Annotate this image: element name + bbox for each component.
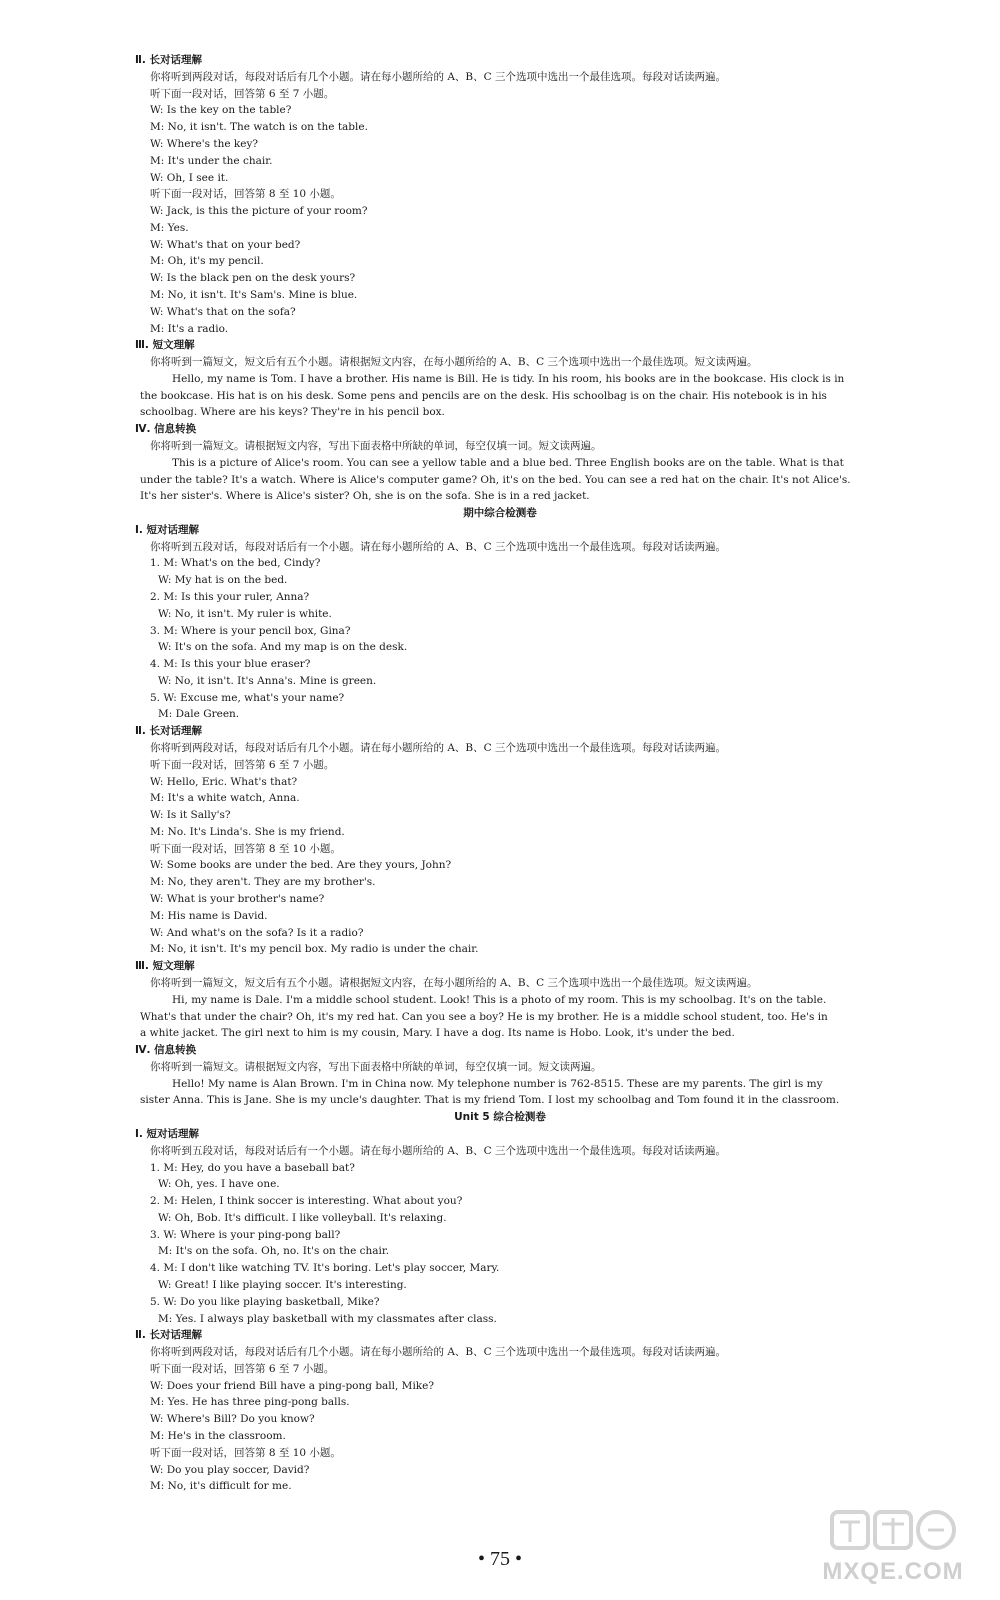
text-line: W: Great! I like playing soccer. It's interesting. <box>158 1278 407 1291</box>
text-line: 5. W: Do you like playing basketball, Mike? <box>150 1295 380 1308</box>
text-line: W: Oh, I see it. <box>150 171 229 184</box>
text-line: 听下面一段对话，回答第 6 至 7 小题。 <box>150 87 335 100</box>
text-line: M: It's a white watch, Anna. <box>150 792 300 805</box>
text-line: 听下面一段对话，回答第 8 至 10 小题。 <box>150 842 341 855</box>
watermark <box>808 1508 978 1586</box>
text-line: W: Oh, yes. I have one. <box>158 1178 280 1191</box>
text-line: M: It's on the sofa. Oh, no. It's on the chair. <box>158 1245 390 1258</box>
text-line: 你将听到五段对话，每段对话后有一个小题。请在每小题所给的 A、B、C 三个选项中选出一个最佳选项。每段对话读两遍。 <box>150 1144 727 1157</box>
text-line: 你将听到一篇短文。请根据短文内容，写出下面表格中所缺的单词，每空仅填一词。短文读两遍。 <box>150 439 602 452</box>
text-line: M: It's under the chair. <box>150 154 273 167</box>
text-line: W: Oh, Bob. It's difficult. I like volleyball. It's relaxing. <box>158 1211 447 1224</box>
text-line: M: Yes. I always play basketball with my classmates after class. <box>158 1312 497 1325</box>
text-line: What's that under the chair? Oh, it's my red hat. Can you see a boy? He is my brother. He is a middle school student, too. He's in <box>140 1010 828 1023</box>
text-line: W: Jack, is this the picture of your room? <box>150 205 368 217</box>
text-line: This is a picture of Alice's room. You can see a yellow table and a blue bed. Three English books are on the table. What is that <box>172 456 844 469</box>
text-line: 1. M: Hey, do you have a baseball bat? <box>150 1161 355 1174</box>
text-line: 你将听到两段对话，每段对话后有几个小题。请在每小题所给的 A、B、C 三个选项中选出一个最佳选项。每段对话读两遍。 <box>150 742 727 754</box>
text-line: W: No, it isn't. It's Anna's. Mine is green. <box>158 674 377 687</box>
section-heading: Ⅰ. 短对话理解 <box>135 523 200 536</box>
text-line: W: Is it Sally's? <box>150 809 231 822</box>
text-line: 2. M: Helen, I think soccer is interesting. What about you? <box>150 1195 463 1207</box>
text-line: M: Yes. <box>150 221 189 234</box>
watermark-logo-icon <box>830 1508 956 1554</box>
text-line: M: Yes. He has three ping-pong balls. <box>150 1396 350 1409</box>
text-line: a white jacket. The girl next to him is my cousin, Mary. I have a dog. Its name is Hobo. Look, it's under the bed. <box>140 1027 735 1040</box>
text-line: schoolbag. Where are his keys? They're in his pencil box. <box>140 406 445 419</box>
text-line: W: Hello, Eric. What's that? <box>150 775 298 788</box>
text-line: 你将听到两段对话，每段对话后有几个小题。请在每小题所给的 A、B、C 三个选项中选出一个最佳选项。每段对话读两遍。 <box>150 1346 727 1359</box>
text-line: the bookcase. His hat is on his desk. Some pens and pencils are on the desk. His schoolbag is on the chair. His notebook is in his <box>140 389 827 402</box>
text-line: M: No. It's Linda's. She is my friend. <box>150 825 345 838</box>
text-line: 你将听到一篇短文。请根据短文内容，写出下面表格中所缺的单词，每空仅填一词。短文读两遍。 <box>150 1060 602 1073</box>
text-line: W: Is the key on the table? <box>150 104 292 117</box>
text-line: 4. M: I don't like watching TV. It's boring. Let's play soccer, Mary. <box>150 1262 500 1275</box>
text-line: W: What's that on the sofa? <box>150 305 296 318</box>
section-heading: Ⅳ. 信息转换 <box>135 423 197 436</box>
text-line: M: No, it isn't. It's Sam's. Mine is blue. <box>150 288 358 301</box>
text-line: M: No, it's difficult for me. <box>150 1480 292 1493</box>
text-line: W: What's that on your bed? <box>150 238 301 251</box>
text-line: M: Oh, it's my pencil. <box>150 255 264 268</box>
text-line: W: Some books are under the bed. Are they yours, John? <box>150 859 452 872</box>
text-line: Hi, my name is Dale. I'm a middle school student. Look! This is a photo of my room. This is my schoolbag. It's on the table. <box>172 993 827 1006</box>
text-line: 你将听到一篇短文，短文后有五个小题。请根据短文内容，在每小题所给的 A、B、C 三个选项中选出一个最佳选项。短文读两遍。 <box>150 356 758 368</box>
text-line: sister Anna. This is Jane. She is my uncle's daughter. That is my friend Tom. I lost my schoolbag and Tom found it in the classroom. <box>140 1094 840 1107</box>
text-line: Hello, my name is Tom. I have a brother. His name is Bill. He is tidy. In his room, his books are in the bookcase. His clock is in <box>172 372 845 385</box>
text-line: M: His name is David. <box>150 909 268 922</box>
text-line: W: And what's on the sofa? Is it a radio? <box>150 926 364 939</box>
text-line: It's her sister's. Where is Alice's sister? Oh, she is on the sofa. She is in a red jacket. <box>140 490 590 503</box>
text-line: 听下面一段对话，回答第 6 至 7 小题。 <box>150 1362 335 1375</box>
text-line: M: He's in the classroom. <box>150 1430 286 1442</box>
text-line: W: Does your friend Bill have a ping-pong ball, Mike? <box>150 1379 435 1392</box>
text-line: M: No, it isn't. It's my pencil box. My radio is under the chair. <box>150 943 479 956</box>
text-line: M: It's a radio. <box>150 322 229 335</box>
text-line: Hello! My name is Alan Brown. I'm in China now. My telephone number is 762-8515. These are my parents. The girl is my <box>172 1077 823 1090</box>
text-line: M: No, it isn't. The watch is on the table. <box>150 121 368 134</box>
text-line: M: No, they aren't. They are my brother's. <box>150 876 376 889</box>
text-line: 听下面一段对话，回答第 8 至 10 小题。 <box>150 188 341 201</box>
text-line: W: What is your brother's name? <box>150 893 325 905</box>
text-line: W: Is the black pen on the desk yours? <box>150 272 356 285</box>
section-heading: Ⅲ. 短文理解 <box>135 339 195 352</box>
section-heading: Ⅱ. 长对话理解 <box>135 54 203 66</box>
text-line: W: Where's the key? <box>150 137 259 150</box>
text-line: W: It's on the sofa. And my map is on the desk. <box>158 641 408 654</box>
text-line: 你将听到两段对话，每段对话后有几个小题。请在每小题所给的 A、B、C 三个选项中选出一个最佳选项。每段对话读两遍。 <box>150 70 727 83</box>
text-line: W: No, it isn't. My ruler is white. <box>158 607 332 620</box>
page-number: • 75 • <box>477 1548 522 1570</box>
text-line: 听下面一段对话，回答第 6 至 7 小题。 <box>150 758 335 771</box>
watermark-url: MXQE.COM <box>822 1558 964 1585</box>
text-line: W: Do you play soccer, David? <box>150 1463 310 1476</box>
text-line: 1. M: What's on the bed, Cindy? <box>150 557 321 570</box>
text-line: under the table? It's a watch. Where is Alice's computer game? Oh, it's on the bed. You can see a red hat on the chair. It's not Alice's. <box>140 473 851 486</box>
test-title: 期中综合检测卷 <box>463 507 537 520</box>
text-line: W: My hat is on the bed. <box>158 574 288 587</box>
text-line: 你将听到一篇短文，短文后有五个小题。请根据短文内容，在每小题所给的 A、B、C 三个选项中选出一个最佳选项。短文读两遍。 <box>150 976 758 989</box>
text-line: 3. W: Where is your ping-pong ball? <box>150 1228 341 1241</box>
test-title: Unit 5 综合检测卷 <box>454 1111 546 1124</box>
text-line: 2. M: Is this your ruler, Anna? <box>150 591 310 603</box>
section-heading: Ⅱ. 长对话理解 <box>135 1329 203 1342</box>
section-heading: Ⅱ. 长对话理解 <box>135 725 203 738</box>
text-line: 3. M: Where is your pencil box, Gina? <box>150 624 351 637</box>
section-heading: Ⅳ. 信息转换 <box>135 1044 197 1056</box>
section-heading: Ⅰ. 短对话理解 <box>135 1127 200 1140</box>
text-line: 4. M: Is this your blue eraser? <box>150 658 311 671</box>
section-heading: Ⅲ. 短文理解 <box>135 960 195 973</box>
text-line: 5. W: Excuse me, what's your name? <box>150 691 345 704</box>
text-line: W: Where's Bill? Do you know? <box>150 1413 315 1426</box>
text-line: M: Dale Green. <box>158 708 240 721</box>
text-line: 听下面一段对话，回答第 8 至 10 小题。 <box>150 1446 341 1459</box>
text-line: 你将听到五段对话，每段对话后有一个小题。请在每小题所给的 A、B、C 三个选项中选出一个最佳选项。每段对话读两遍。 <box>150 540 727 553</box>
